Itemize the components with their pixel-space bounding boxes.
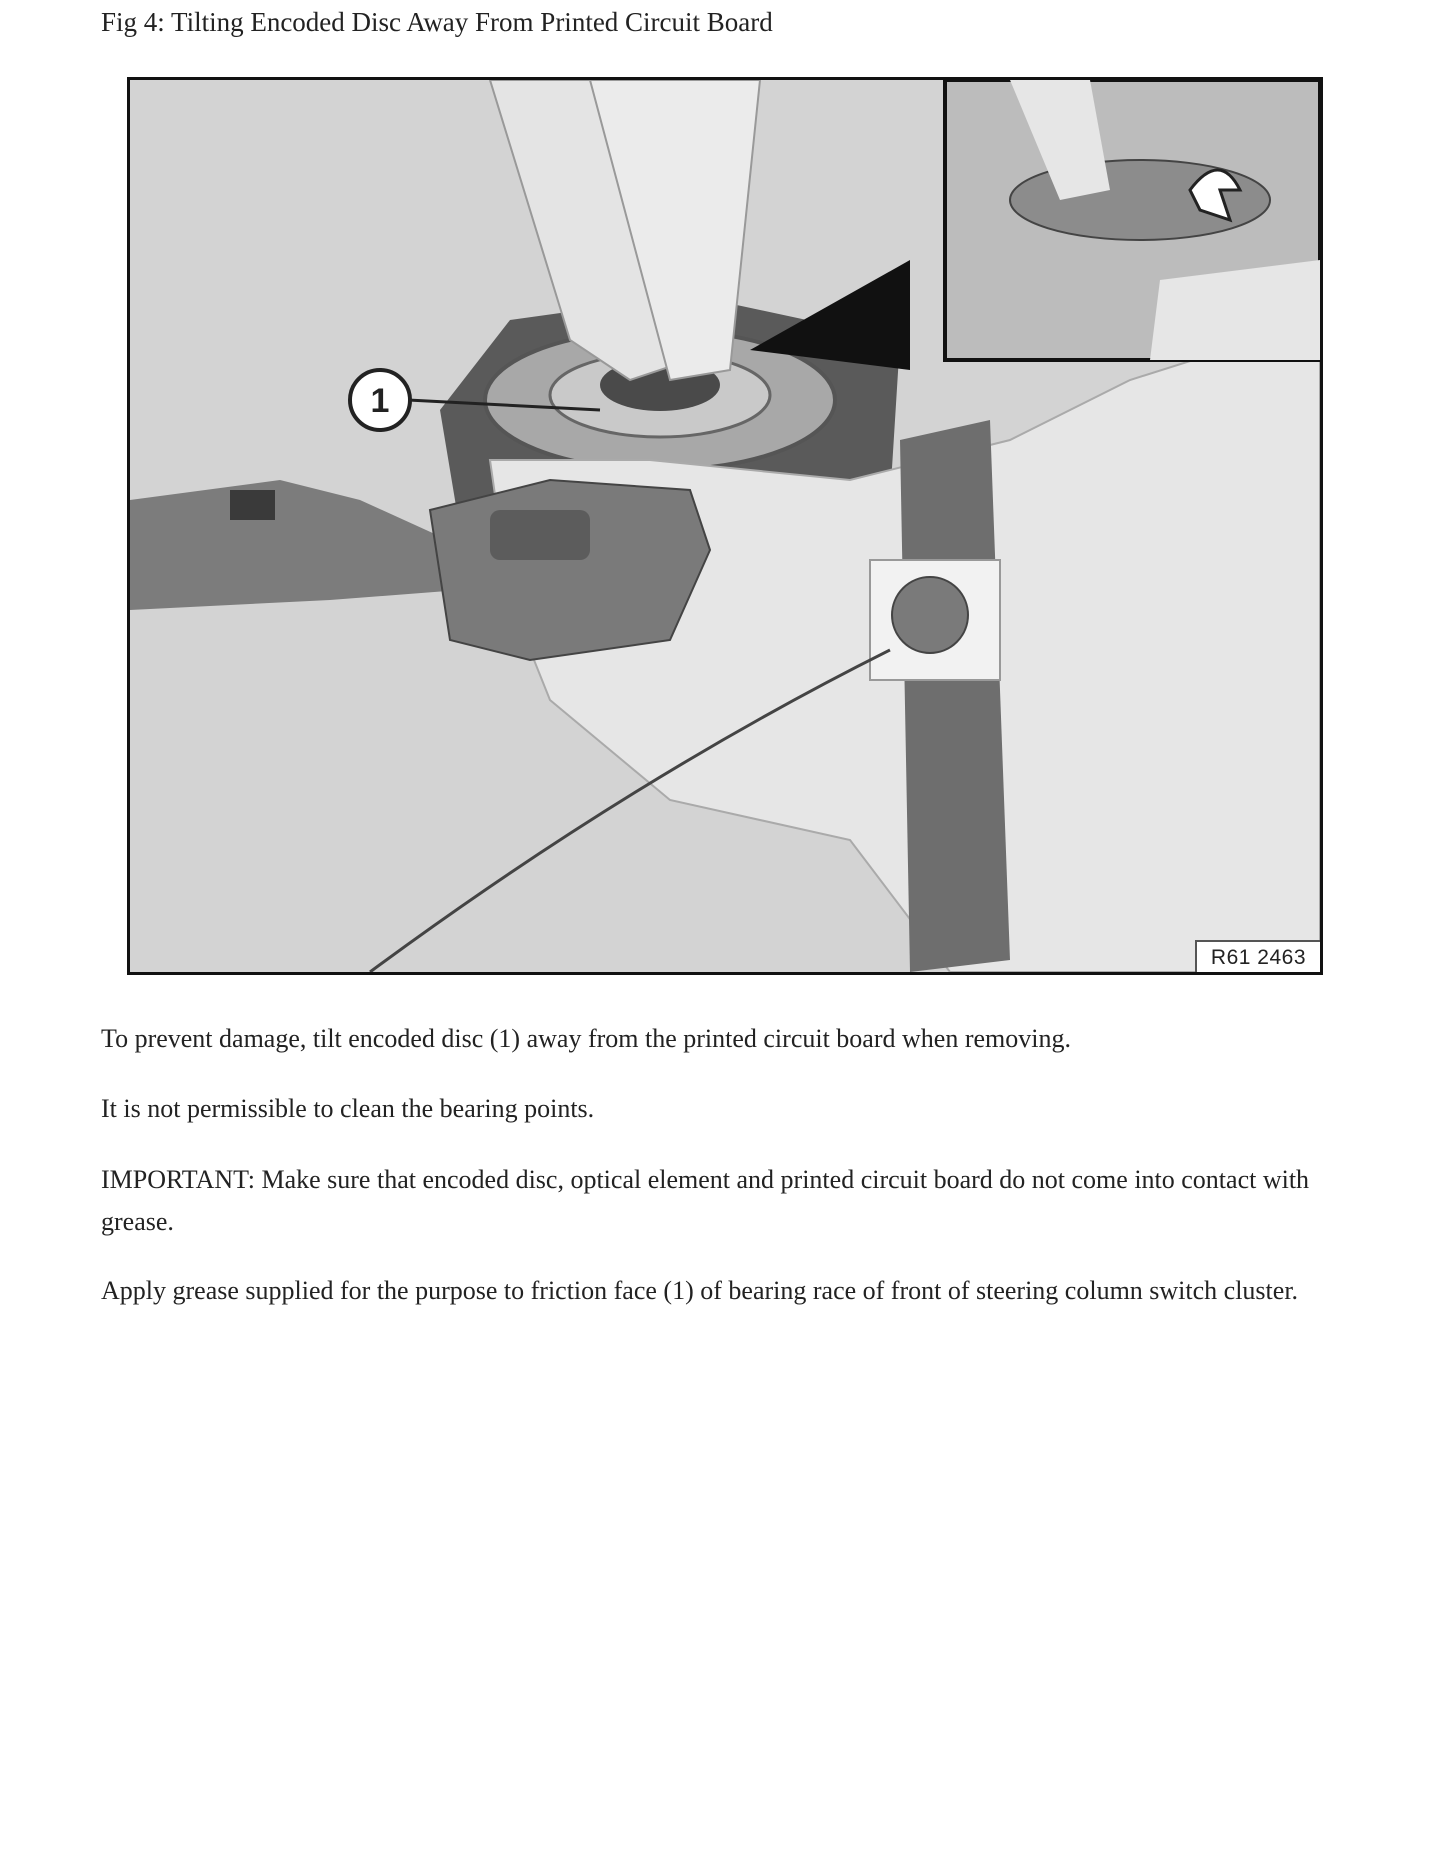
key-fob	[430, 480, 710, 660]
reference-code: R61 2463	[1195, 940, 1320, 972]
paragraph-instruction: To prevent damage, tilt encoded disc (1) away from the printed circuit board when removing.	[101, 1024, 1071, 1053]
stalk-switch	[230, 490, 275, 520]
figure-illustration	[130, 80, 1320, 972]
paragraph-grease: Apply grease supplied for the purpose to friction face (1) of bearing race of front of steering column switch cluster.	[101, 1276, 1299, 1305]
paragraph-important: IMPORTANT: Make sure that encoded disc, optical element and printed circuit board do not come into contact with grease.	[101, 1165, 1310, 1236]
figure-photo	[127, 77, 1323, 975]
strap-snap	[892, 577, 968, 653]
figure-caption: Fig 4: Tilting Encoded Disc Away From Printed Circuit Board	[101, 7, 773, 37]
key-fob-button	[490, 510, 590, 560]
callout-number: 1	[370, 382, 390, 420]
paragraph-note: It is not permissible to clean the bearing points.	[101, 1094, 595, 1123]
